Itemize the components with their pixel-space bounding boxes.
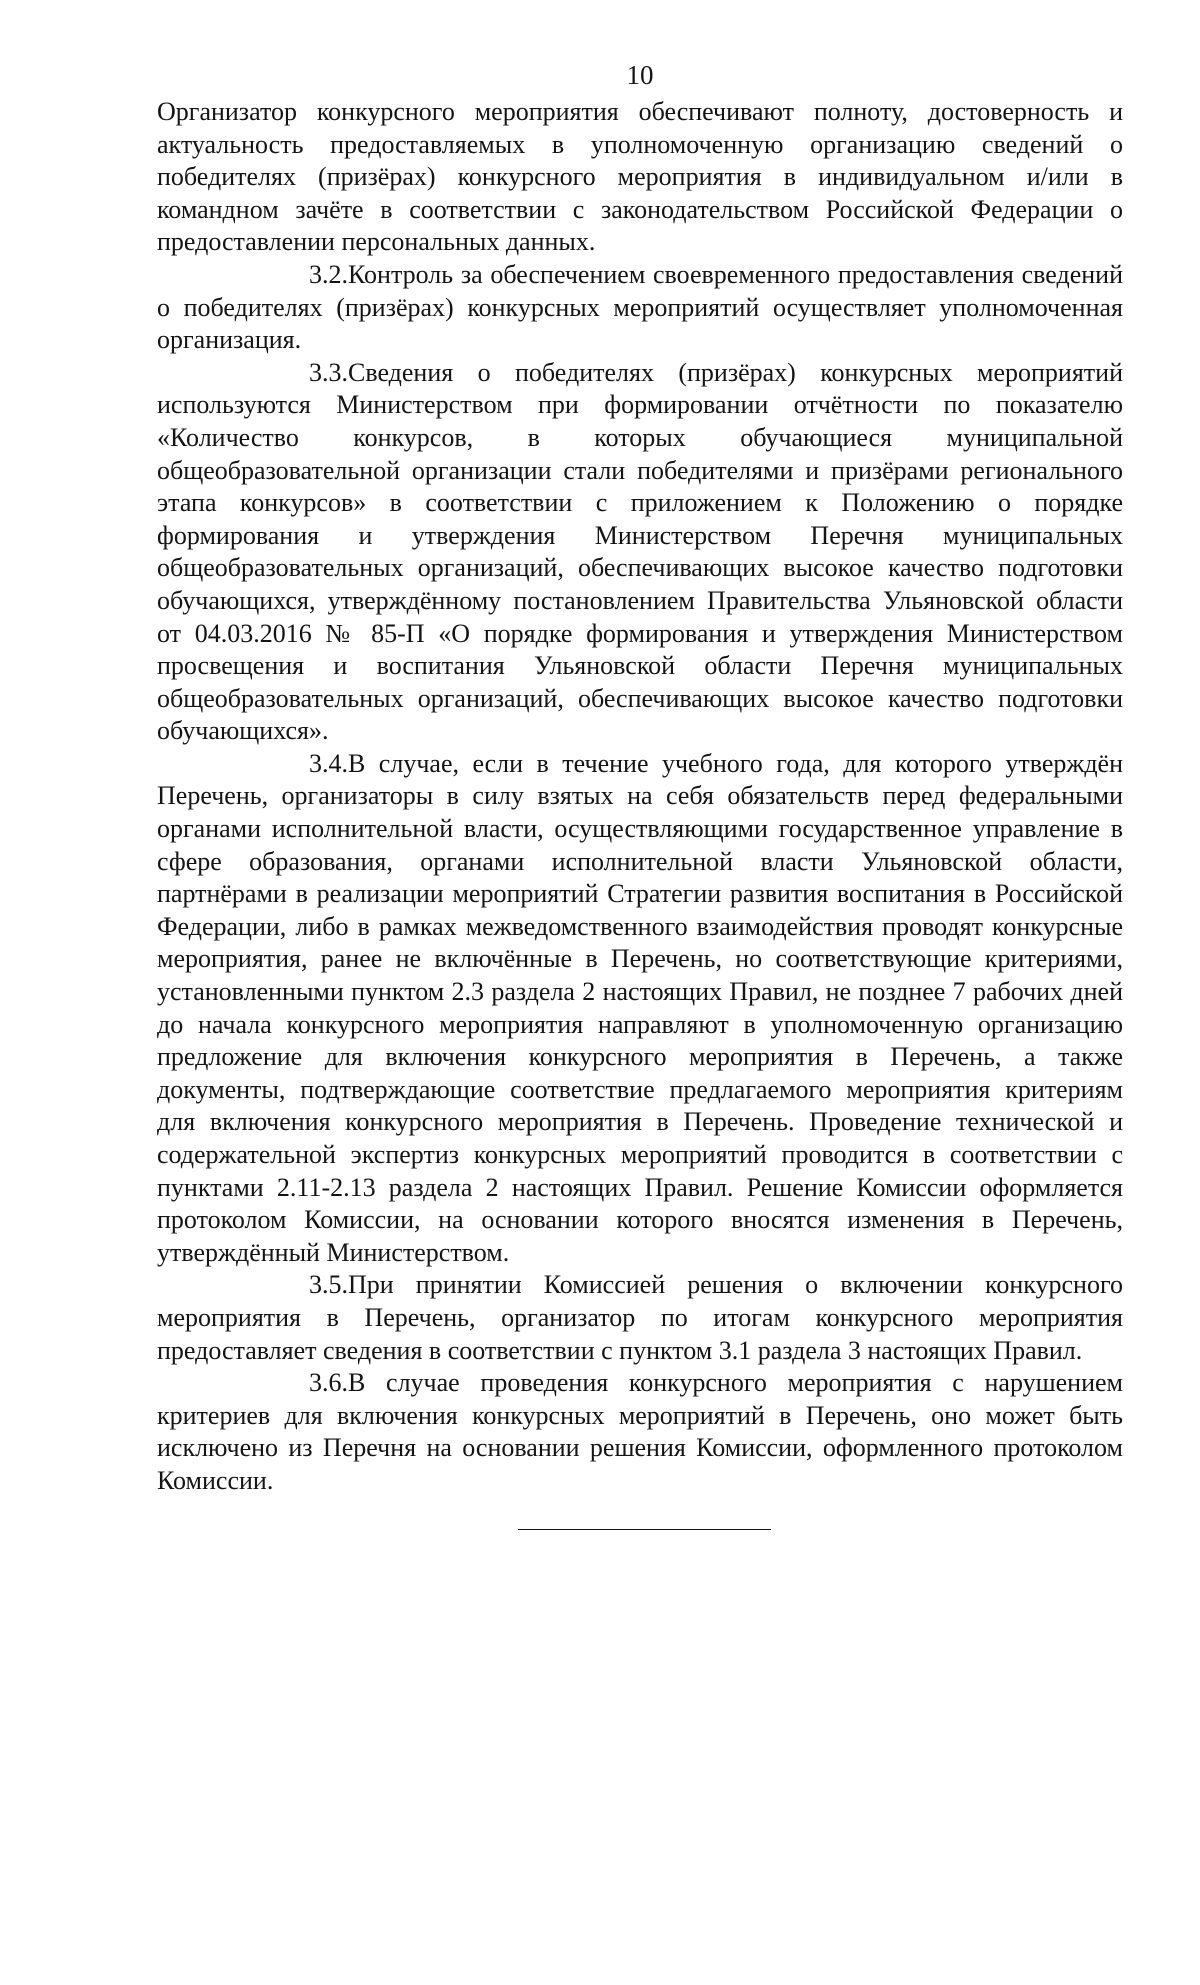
paragraph-text: При принятии Комиссией решения о включении конкурсного мероприятия в Перечень, организатор по итогам конкурсного мероприятия предоставляет сведения в соответствии с пунктом 3.1 раздела 3 настоящих Правил. xyxy=(157,1270,1123,1365)
paragraph-3-2 xyxy=(157,259,1123,357)
paragraph-3-1-continuation xyxy=(157,96,1123,259)
paragraph-text: В случае проведения конкурсного мероприятия с нарушением критериев для включения конкурсных мероприятий в Перечень, оно может быть исключено из Перечня на основании решения Комиссии, оформленного протоколом Комиссии. xyxy=(157,1368,1123,1495)
document-body xyxy=(157,96,1123,1498)
paragraph-3-4 xyxy=(157,748,1123,1270)
paragraph-number: 3.6. xyxy=(309,1368,348,1398)
paragraph-3-5 xyxy=(157,1269,1123,1367)
paragraph-number: 3.3. xyxy=(309,357,348,387)
paragraph-number: 3.2. xyxy=(309,259,348,289)
paragraph-text: Сведения о победителях (призёрах) конкурсных мероприятий используются Министерством при формировании отчётности по показателю «Количество конкурсов, в которых обучающиеся муниципальной общеобразовательной организации стали победителями и призёрами регионального этапа конкурсов» в соответствии с приложением к Положению о порядке формирования и утверждения Министерством Перечня муниципальных общеобразовательных организаций, обеспечивающих высокое качество подготовки обучающихся, утверждённому постановлением Правительства Ульяновской области от 04.03.2016 № 85-П «О порядке формирования и утверждения Министерством просвещения и воспитания Ульяновской области Перечня муниципальных общеобразовательных организаций, обеспечивающих высокое качество подготовки обучающихся». xyxy=(157,357,1123,746)
paragraph-text: Контроль за обеспечением своевременного предоставления сведений о победителях (призёрах) конкурсных мероприятий осуществляет уполномоченная организация. xyxy=(157,259,1123,355)
paragraph-number: 3.5. xyxy=(309,1270,348,1300)
closing-divider xyxy=(518,1529,771,1530)
paragraph-text: Организатор конкурсного мероприятия обеспечивают полноту, достоверность и актуальность предоставляемых в уполномоченную организацию сведений о победителях (призёрах) конкурсного мероприятия в индивидуальном и/или в командном зачёте в соответствии с законодательством Российской Федерации о предоставлении персональных данных. xyxy=(157,97,1123,257)
paragraph-text: В случае, если в течение учебного года, для которого утверждён Перечень, организаторы в силу взятых на себя обязательств перед федеральными органами исполнительной власти, осуществляющими государственное управление в сфере образования, органами исполнительной власти Ульяновской области, партнёрами в реализации мероприятий Стратегии развития воспитания в Российской Федерации, либо в рамках межведомственного взаимодействия проводят конкурсные мероприятия, ранее не включённые в Перечень, но соответствующие критериями, установленными пунктом 2.3 раздела 2 настоящих Правил, не позднее 7 рабочих дней до начала конкурсного мероприятия направляют в уполномоченную организацию предложение для включения конкурсного мероприятия в Перечень, а также документы, подтверждающие соответствие предлагаемого мероприятия критериям для включения конкурсного мероприятия в Перечень. Проведение технической и содержательной экспертиз конкурсных мероприятий проводится в соответствии с пунктами 2.11-2.13 раздела 2 настоящих Правил. Решение Комиссии оформляется протоколом Комиссии, на основании которого вносятся изменения в Перечень, утверждённый Министерством. xyxy=(157,748,1123,1267)
paragraph-number: 3.4. xyxy=(309,748,348,778)
page-number: 10 xyxy=(626,60,654,90)
paragraph-3-3 xyxy=(157,357,1123,748)
paragraph-3-6 xyxy=(157,1367,1123,1497)
